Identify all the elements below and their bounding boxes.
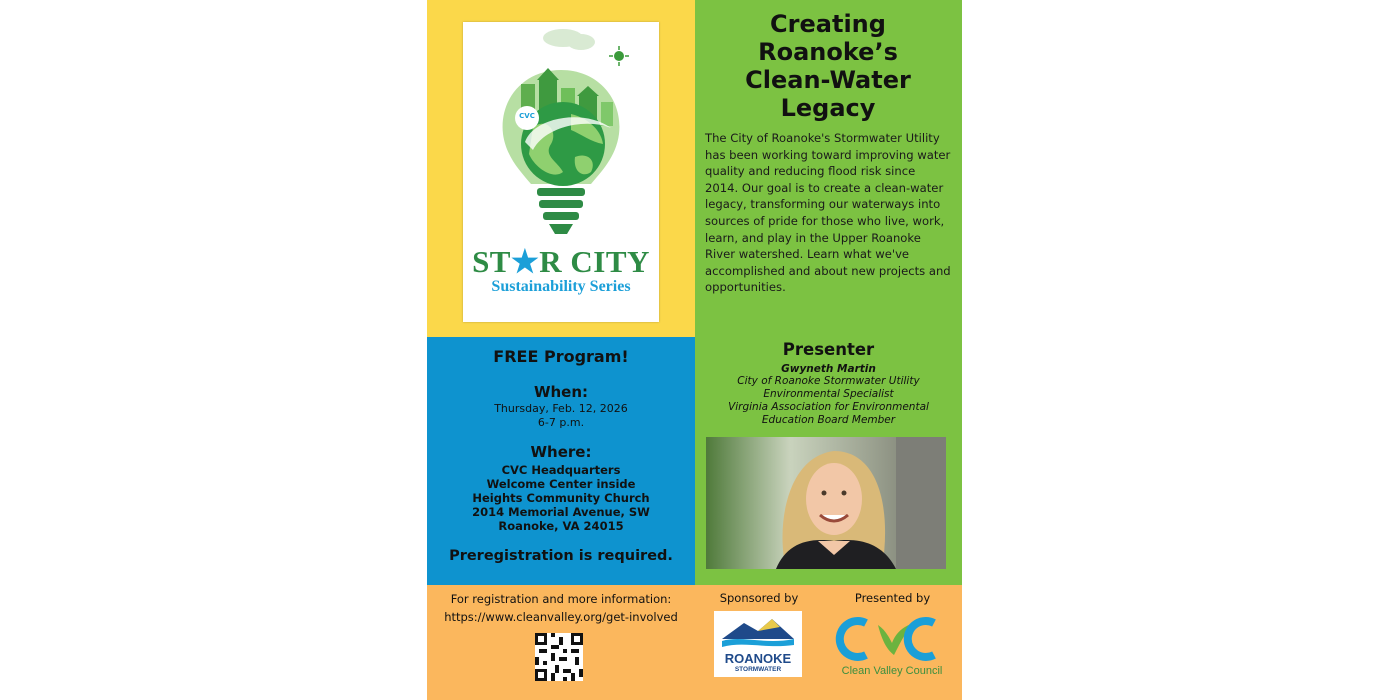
presenter-info bbox=[695, 375, 962, 427]
where-heading: Where: bbox=[530, 443, 592, 461]
registration-info bbox=[427, 590, 695, 626]
presenter-info-line: Education Board Member bbox=[761, 414, 896, 426]
preregistration-notice: Preregistration is required. bbox=[449, 548, 673, 564]
title-line: Legacy bbox=[780, 94, 876, 122]
sponsor-subtitle: STORMWATER bbox=[734, 666, 782, 673]
address-line: Welcome Center inside bbox=[486, 477, 636, 491]
presenter-info-line: Environmental Specialist bbox=[763, 388, 894, 400]
flyer-title bbox=[712, 10, 944, 122]
event-flyer bbox=[427, 0, 962, 700]
mountain-water-icon bbox=[714, 611, 802, 651]
lightbulb-earth-icon bbox=[463, 22, 659, 252]
cvc-badge-text: CVC bbox=[519, 112, 535, 120]
free-program-heading: FREE Program! bbox=[493, 347, 629, 366]
star-city-wordmark: ST★R CITY bbox=[472, 244, 650, 279]
sustainability-series-label: Sustainability Series bbox=[491, 278, 631, 295]
title-line: Creating bbox=[770, 10, 886, 38]
qr-code-icon[interactable] bbox=[535, 633, 583, 681]
presented-by-label: Presented by bbox=[854, 591, 931, 605]
time-line: 6-7 p.m. bbox=[537, 416, 585, 429]
address-line: Roanoke, VA 24015 bbox=[498, 519, 624, 533]
sponsor-name: ROANOKE bbox=[724, 651, 792, 666]
presenter-info-line: City of Roanoke Stormwater Utility bbox=[737, 375, 920, 387]
presenter-heading: Presenter bbox=[782, 340, 875, 359]
address-line: 2014 Memorial Avenue, SW bbox=[472, 505, 650, 519]
title-line: Clean-Water bbox=[745, 66, 911, 94]
clean-valley-council-logo bbox=[834, 613, 950, 681]
cvc-leaf-icon bbox=[834, 613, 950, 663]
address-line: Heights Community Church bbox=[472, 491, 650, 505]
registration-label: For registration and more information: bbox=[450, 592, 672, 606]
star-city-logo bbox=[463, 22, 659, 322]
program-description: The City of Roanoke's Stormwater Utility has been working toward improving water quality and reducing flood risk since 2014. Our goal is to create a clean-water legacy, transforming our waterways into sources of pride for those who live, work, learn, and play in the Upper Roanoke River watershed. Learn what we've accomplished and about new projects and opportunities. bbox=[705, 131, 951, 295]
presenter-org-name: Clean Valley Council bbox=[841, 665, 943, 677]
presenter-photo bbox=[706, 437, 946, 569]
registration-url[interactable]: https://www.cleanvalley.org/get-involved bbox=[444, 610, 678, 624]
where-details bbox=[427, 463, 695, 533]
presenter-name: Gwyneth Martin bbox=[781, 363, 876, 375]
when-details bbox=[427, 402, 695, 430]
presenter-info-line: Virginia Association for Environmental bbox=[728, 401, 929, 413]
roanoke-stormwater-logo bbox=[714, 611, 802, 677]
sponsored-by-label: Sponsored by bbox=[719, 591, 799, 605]
title-line: Roanoke’s bbox=[758, 38, 898, 66]
date-line: Thursday, Feb. 12, 2026 bbox=[494, 402, 628, 415]
when-heading: When: bbox=[533, 383, 589, 401]
address-line: CVC Headquarters bbox=[501, 463, 621, 477]
